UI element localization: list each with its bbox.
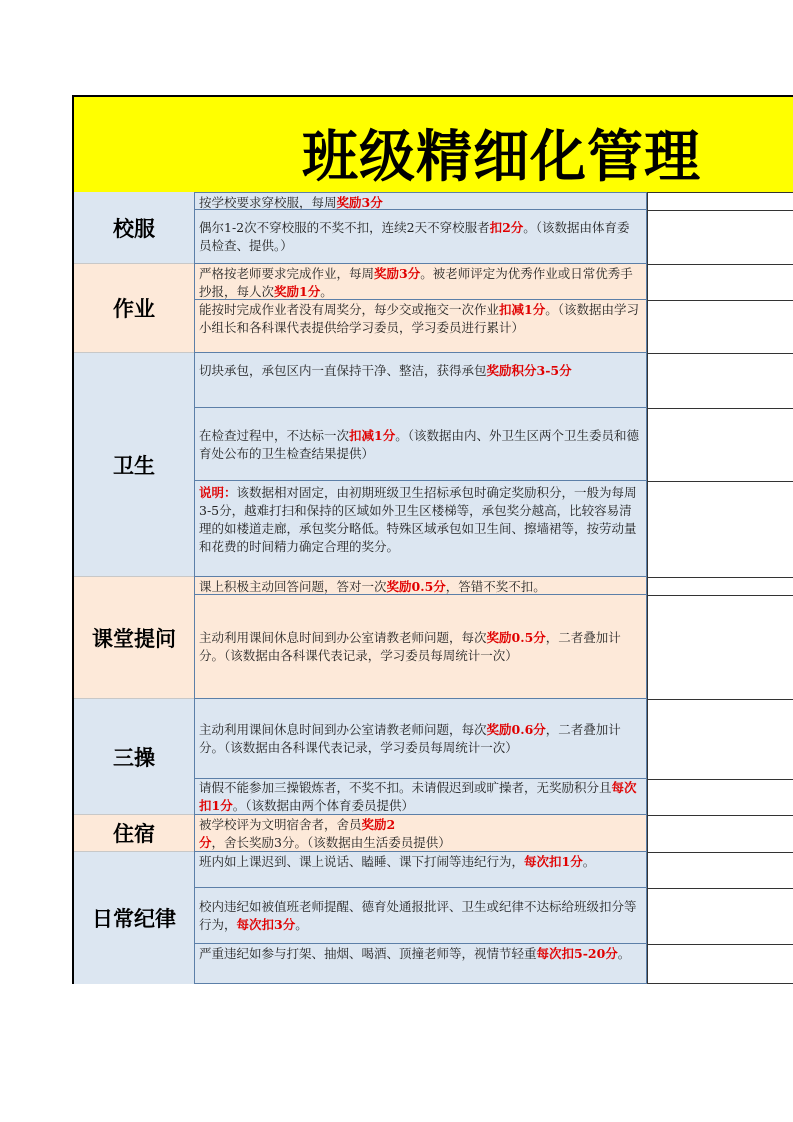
category-hygiene: 卫生 xyxy=(74,353,194,577)
rule-cell: 按学校要求穿校服，每周奖励3分 xyxy=(194,192,647,210)
empty-cell xyxy=(647,264,793,300)
empty-cell xyxy=(647,210,793,264)
empty-cell xyxy=(647,300,793,353)
rule-cell: 偶尔1-2次不穿校服的不奖不扣，连续2天不穿校服者扣2分。（该数据由体育委员检查、提供。） xyxy=(194,210,647,264)
rule-cell: 在检查过程中，不达标一次扣减1分。（该数据由内、外卫生区两个卫生委员和德育处公布的卫生检查结果提供） xyxy=(194,408,647,481)
rule-cell: 主动利用课间休息时间到办公室请教老师问题，每次奖励0.6分，二者叠加计分。（该数据由各科课代表记录，学习委员每周统计一次） xyxy=(194,699,647,779)
empty-cell xyxy=(647,353,793,408)
rule-cell: 校内违纪如被值班老师提醒、德育处通报批评、卫生或纪律不达标给班级扣分等行为，每次扣3分。 xyxy=(194,888,647,944)
empty-cell xyxy=(647,408,793,481)
category-exercise: 三操 xyxy=(74,699,194,815)
rule-cell: 被学校评为文明宿舍者，舍员奖励2分，舍长奖励3分。（该数据由生活委员提供） xyxy=(194,815,647,852)
title-bar xyxy=(72,95,793,192)
rule-cell: 主动利用课间休息时间到办公室请教老师问题，每次奖励0.5分，二者叠加计分。（该数据由各科课代表记录，学习委员每周统计一次） xyxy=(194,595,647,699)
empty-cell xyxy=(647,944,793,984)
rule-cell: 课上积极主动回答问题，答对一次奖励0.5分，答错不奖不扣。 xyxy=(194,577,647,595)
empty-cell xyxy=(647,595,793,699)
rule-cell: 请假不能参加三操锻炼者，不奖不扣。未请假迟到或旷操者，无奖励积分且每次扣1分。（该数据由两个体育委员提供） xyxy=(194,779,647,815)
empty-cell xyxy=(647,192,793,210)
empty-cell xyxy=(647,779,793,815)
category-dorm: 住宿 xyxy=(74,815,194,852)
empty-cell xyxy=(647,815,793,852)
rule-cell: 切块承包，承包区内一直保持干净、整洁，获得承包奖励积分3-5分 xyxy=(194,353,647,408)
empty-cell xyxy=(647,577,793,595)
category-questions: 课堂提问 xyxy=(74,577,194,699)
category-uniform: 校服 xyxy=(74,192,194,264)
empty-cell xyxy=(647,888,793,944)
spreadsheet xyxy=(72,95,793,984)
category-homework: 作业 xyxy=(74,264,194,353)
rule-cell: 说明：该数据相对固定，由初期班级卫生招标承包时确定奖励积分，一般为每周3-5分，越难打扫和保持的区域如外卫生区楼梯等，承包奖分越高，比较容易清理的如楼道走廊，承包奖分略低。特殊区域承包如卫生间、擦墙裙等，按劳动量和花费的时间精力确定合理的奖分。 xyxy=(194,481,647,577)
rule-cell: 严格按老师要求完成作业，每周奖励3分。被老师评定为优秀作业或日常优秀手抄报，每人次奖励1分。 xyxy=(194,264,647,300)
category-discipline: 日常纪律 xyxy=(74,852,194,984)
rule-cell: 班内如上课迟到、课上说话、瞌睡、课下打闹等违纪行为，每次扣1分。 xyxy=(194,852,647,888)
empty-cell xyxy=(647,481,793,577)
rule-cell: 严重违纪如参与打架、抽烟、喝酒、顶撞老师等，视情节轻重每次扣5-20分。 xyxy=(194,944,647,984)
page-title: 班级精细化管理 xyxy=(302,124,701,190)
empty-cell xyxy=(647,852,793,888)
rule-cell: 能按时完成作业者没有周奖分，每少交或拖交一次作业扣减1分。（该数据由学习小组长和各科课代表提供给学习委员，学习委员进行累计） xyxy=(194,300,647,353)
empty-cell xyxy=(647,699,793,779)
